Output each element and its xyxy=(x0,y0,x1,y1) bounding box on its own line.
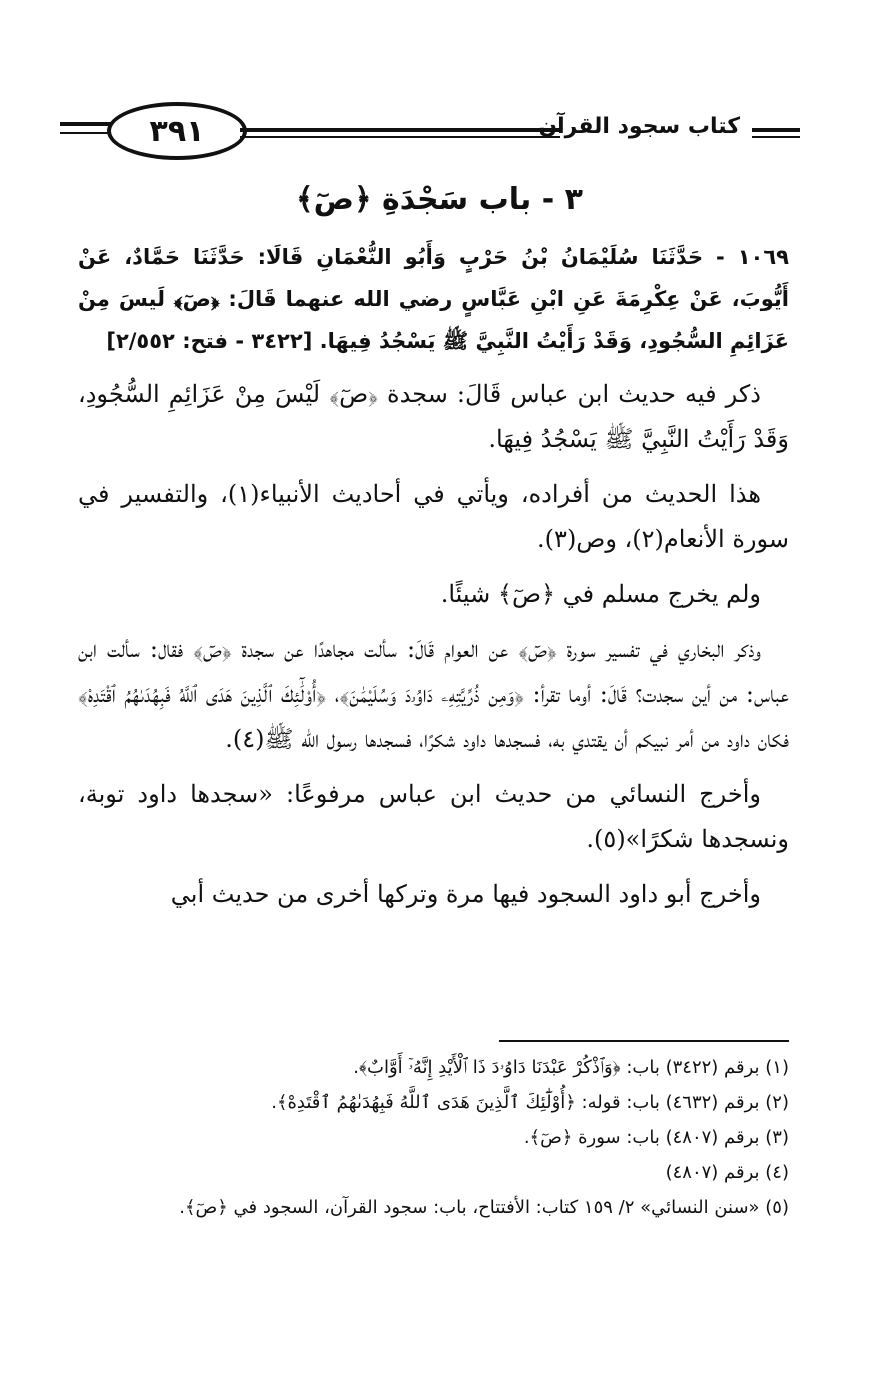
book-title: كتاب سجود القرآن xyxy=(538,114,740,139)
header-rule-right-thin xyxy=(752,136,800,138)
footnote-separator xyxy=(499,1040,789,1042)
footnote: (٣) برقم (٤٨٠٧) باب: سورة ﴿صٓ﴾. xyxy=(523,1127,789,1148)
header-rule-middle-thin xyxy=(240,136,560,138)
footnote: (٤) برقم (٤٨٠٧) xyxy=(665,1162,789,1183)
commentary-paragraph: وذكر البخاري في تفسير سورة ﴿صٓ﴾ عن العوام قَالَ: سألت مجاهدًا عن سجدة ﴿صٓ﴾ فقال: سألت ابن عباس: من أين سجدت؟ قَالَ: أوما تقرأ: ﴿وَمِن ذُرِّيَّتِهِۦ دَاوُۥدَ وَسُلَيْمَٰنَ﴾، ﴿أُوْلَٰٓئِكَ ٱلَّذِينَ هَدَى ٱللَّهُ فَبِهُدَىٰهُمُ ٱقْتَدِهْ﴾ فكان داود من أمر نبيكم أن يقتدي به، فسجدها داود شكرًا، فسجدها رسول الله ﷺ(٤). xyxy=(78,635,789,753)
page-header xyxy=(60,92,800,172)
commentary-paragraph: ولم يخرج مسلم في ﴿صٓ﴾ شيئًا. xyxy=(440,580,761,608)
header-rule-left xyxy=(60,122,115,126)
hadith-paragraph: ١٠٦٩ - حَدَّثَنَا سُلَيْمَانُ بْنُ حَرْبٍ وَأَبُو النُّعْمَانِ قَالَا: حَدَّثَنَا حَمَّادٌ، عَنْ أَيُّوبَ، عَنْ عِكْرِمَةَ عَنِ ابْنِ عَبَّاسٍ رضي الله عنهما قَالَ: ﴿صٓ﴾ لَيسَ مِنْ عَزَائِمِ السُّجُودِ، وَقَدْ رَأَيْتُ النَّبِيَّ ﷺ يَسْجُدُ فِيهَا. [٣٤٢٢ - فتح: ٢/٥٥٢] xyxy=(78,245,789,353)
commentary-paragraph: وأخرج أبو داود السجود فيها مرة وتركها أخرى من حديث أبي xyxy=(170,880,761,908)
body-text xyxy=(78,236,789,927)
footnote: (٢) برقم (٤٦٣٢) باب: قوله: ﴿أُوْلَٰٓئِكَ ٱلَّذِينَ هَدَى ٱللَّهُ فَبِهُدَىٰهُمُ ٱقْتَدِهْ﴾. xyxy=(271,1092,789,1113)
commentary-paragraph: هذا الحديث من أفراده، ويأتي في أحاديث الأنبياء(١)، والتفسير في سورة الأنعام(٢)، وص(٣). xyxy=(78,480,789,553)
footnote: (٥) «سنن النسائي» ٢/ ١٥٩ كتاب: الأفتتاح، باب: سجود القرآن، السجود في ﴿صٓ﴾. xyxy=(179,1197,789,1218)
commentary-paragraph: وأخرج النسائي من حديث ابن عباس مرفوعًا: «سجدها داود توبة، ونسجدها شكرًا»(٥). xyxy=(78,780,789,853)
header-rule-middle xyxy=(240,128,560,132)
page-number-oval xyxy=(107,102,247,160)
page-number: ٣٩١ xyxy=(149,113,205,149)
footnotes xyxy=(78,1050,789,1225)
footnote: (١) برقم (٣٤٢٢) باب: ﴿وَٱذْكُرْ عَبْدَنَا دَاوُۥدَ ذَا ٱلْأَيْدِ إِنَّهُۥٓ أَوَّابٌ﴾. xyxy=(353,1057,789,1078)
header-rule-right xyxy=(752,128,800,132)
chapter-title: ٣ - باب سَجْدَةِ ﴿صٓ﴾ xyxy=(296,182,583,217)
commentary-paragraph: ذكر فيه حديث ابن عباس قَالَ: سجدة ﴿صٓ﴾ لَيْسَ مِنْ عَزَائِمِ السُّجُودِ، وَقَدْ رَأَيْتُ النَّبِيَّ ﷺ يَسْجُدُ فِيهَا. xyxy=(78,380,789,453)
